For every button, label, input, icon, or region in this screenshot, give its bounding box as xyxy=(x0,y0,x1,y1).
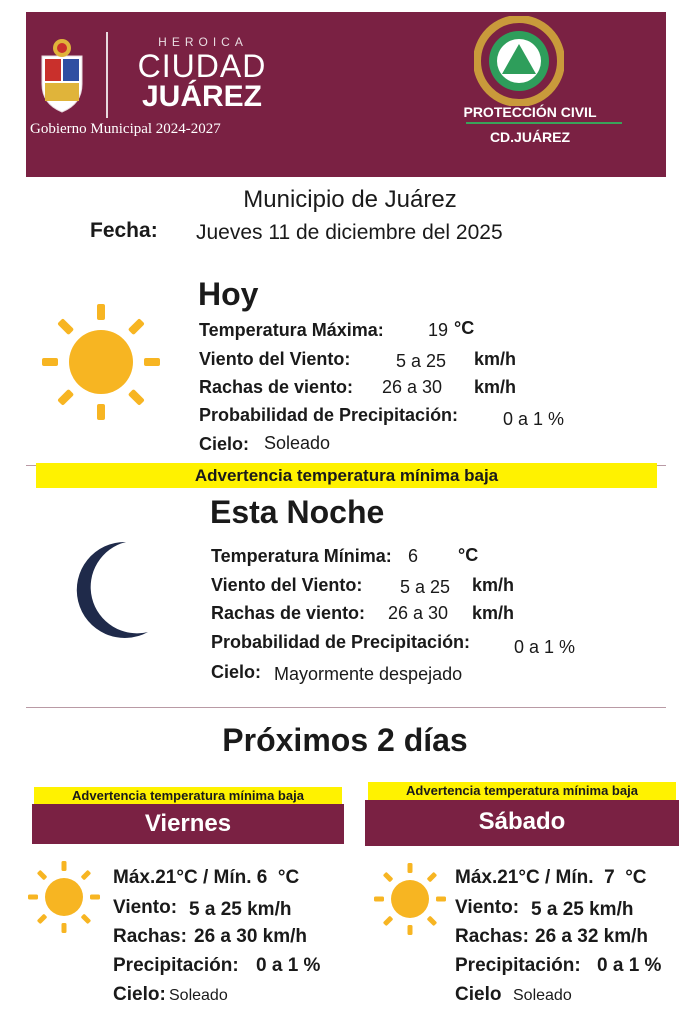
divider-2 xyxy=(26,707,666,708)
viernes-maxmin: Máx.21°C / Mín. 6 °C xyxy=(113,867,300,888)
noche-rachas-label: Rachas de viento: xyxy=(211,603,366,623)
juarez-text: JUÁREZ xyxy=(141,80,262,113)
sabado-warning: Advertencia temperatura mínima baja xyxy=(368,782,676,800)
municipio-title: Municipio de Juárez xyxy=(243,186,457,213)
sabado-sun-icon xyxy=(372,860,448,938)
noche-temp-unit: °C xyxy=(458,545,479,565)
hoy-rachas-unit: km/h xyxy=(474,377,517,397)
noche-precip-label: Probabilidad de Precipitación: xyxy=(211,632,471,652)
noche-viento-unit: km/h xyxy=(472,575,515,595)
viernes-rachas-value: 26 a 30 km/h xyxy=(194,926,308,947)
noche-rachas-unit: km/h xyxy=(472,603,515,623)
viernes-precip-label: Precipitación: xyxy=(113,955,239,976)
sabado-header: Sábado xyxy=(365,800,679,846)
hoy-precip-label: Probabilidad de Precipitación: xyxy=(199,405,459,425)
fecha-label: Fecha: xyxy=(90,219,158,242)
viernes-sun-icon xyxy=(26,858,102,936)
gobierno-municipal-text: Gobierno Municipal 2024-2027 xyxy=(30,121,221,137)
hoy-viento-unit: km/h xyxy=(474,349,517,369)
noche-rachas-value: 26 a 30 xyxy=(388,603,449,623)
noche-viento-value: 5 a 25 xyxy=(400,577,451,597)
sabado-cielo-value: Soleado xyxy=(513,987,572,1004)
proteccion-civil-text: PROTECCIÓN CIVIL xyxy=(463,104,597,120)
viernes-cielo-label: Cielo: xyxy=(113,984,166,1005)
hoy-cielo-label: Cielo: xyxy=(199,434,250,454)
sabado-viento-label: Viento: xyxy=(455,897,520,918)
hoy-precip-value: 0 a 1 % xyxy=(503,409,565,429)
city-crest-logo xyxy=(30,34,94,114)
viernes-viento-value: 5 a 25 km/h xyxy=(189,899,292,920)
viernes-header: Viernes xyxy=(32,804,344,844)
viernes-warning: Advertencia temperatura mínima baja xyxy=(34,787,342,805)
noche-viento-label: Viento del Viento: xyxy=(211,575,363,595)
sabado-maxmin: Máx.21°C / Mín. 7 °C xyxy=(455,867,647,888)
ciudad-text: CIUDAD xyxy=(137,48,267,84)
hoy-cielo-value: Soleado xyxy=(264,433,331,453)
viernes-rachas-label: Rachas: xyxy=(113,926,187,947)
hoy-rachas-value: 26 a 30 xyxy=(382,377,443,397)
viernes-viento-label: Viento: xyxy=(113,897,178,918)
header-divider xyxy=(106,32,108,118)
hoy-viento-label: Viento del Viento: xyxy=(199,349,351,369)
proteccion-civil-logo xyxy=(474,16,564,106)
fecha-value: Jueves 11 de diciembre del 2025 xyxy=(196,221,503,244)
hoy-title: Hoy xyxy=(198,276,259,312)
viernes-cielo-value: Soleado xyxy=(169,987,228,1004)
noche-temp-label: Temperatura Mínima: xyxy=(211,546,392,566)
viernes-precip-value: 0 a 1 % xyxy=(256,955,321,976)
sabado-rachas-value: 26 a 32 km/h xyxy=(535,926,649,947)
sabado-precip-value: 0 a 1 % xyxy=(597,955,662,976)
cd-juarez-text: CD.JUÁREZ xyxy=(489,129,571,145)
hoy-temp-label: Temperatura Máxima: xyxy=(199,320,384,340)
hoy-temp-value: 19 xyxy=(428,320,449,340)
hoy-rachas-label: Rachas de viento: xyxy=(199,377,354,397)
proximos-title: Próximos 2 días xyxy=(222,722,468,758)
sabado-viento-value: 5 a 25 km/h xyxy=(531,899,634,920)
noche-temp-value: 6 xyxy=(408,546,419,566)
noche-title: Esta Noche xyxy=(210,494,385,530)
moon-icon xyxy=(56,534,156,646)
sabado-rachas-label: Rachas: xyxy=(455,926,529,947)
noche-cielo-value: Mayormente despejado xyxy=(274,664,463,684)
sabado-precip-label: Precipitación: xyxy=(455,955,581,976)
warning-banner: Advertencia temperatura mínima baja xyxy=(36,463,657,488)
pc-underline xyxy=(466,122,622,124)
noche-cielo-label: Cielo: xyxy=(211,662,262,682)
hoy-temp-unit: °C xyxy=(454,318,475,338)
noche-precip-value: 0 a 1 % xyxy=(514,637,576,657)
hoy-viento-value: 5 a 25 xyxy=(396,351,447,371)
heroica-text: HEROICA xyxy=(158,35,248,49)
sabado-cielo-label: Cielo xyxy=(455,984,502,1005)
sun-icon xyxy=(36,298,166,426)
